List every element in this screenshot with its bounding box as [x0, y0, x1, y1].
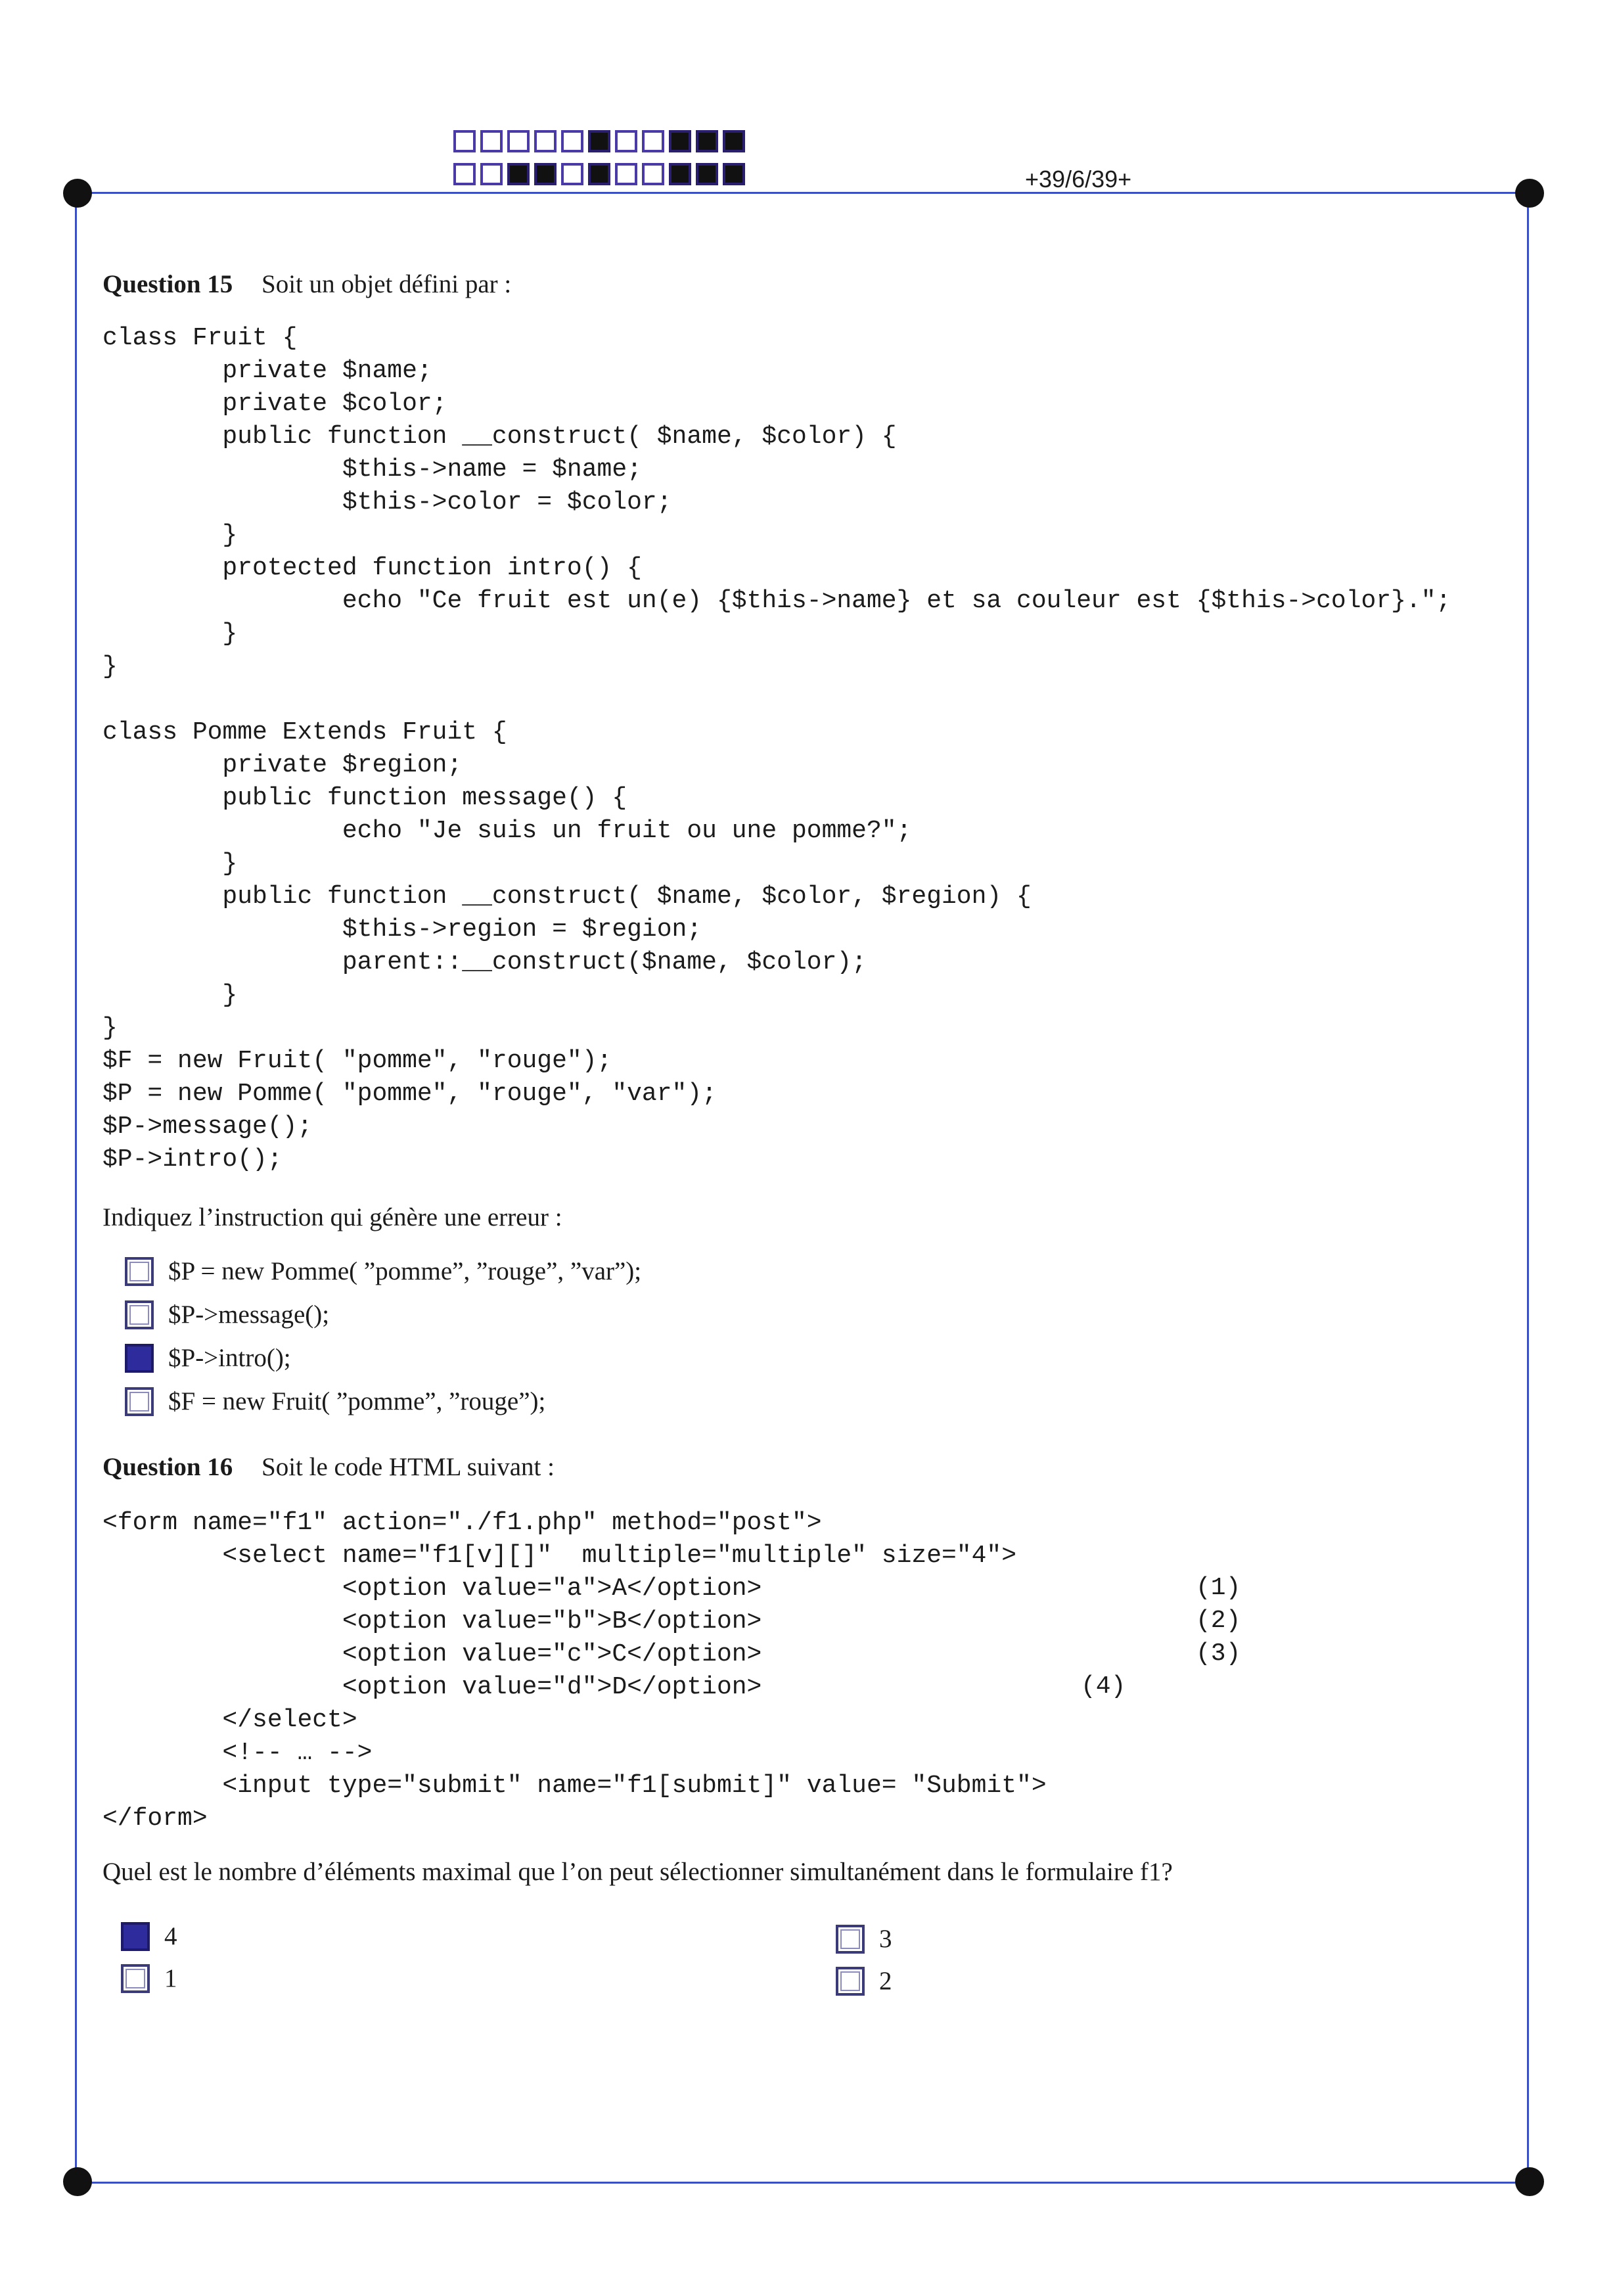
- answer-label: 4: [164, 1922, 177, 1950]
- id-code-row-2: [453, 163, 750, 185]
- id-cell: [561, 163, 583, 185]
- corner-marker-bottom-right: [1515, 2167, 1544, 2196]
- id-cell: [615, 130, 637, 152]
- id-cell: [642, 163, 664, 185]
- id-cell: [480, 130, 503, 152]
- id-cell: [615, 163, 637, 185]
- answer-checkbox[interactable]: [836, 1967, 865, 1996]
- id-cell: [696, 130, 718, 152]
- frame-top-line: [79, 192, 1531, 194]
- answer-checkbox[interactable]: [121, 1964, 150, 1993]
- answer-option[interactable]: [125, 1343, 291, 1373]
- answer-checkbox[interactable]: [836, 1925, 865, 1954]
- id-cell: [561, 130, 583, 152]
- frame-left-line: [75, 192, 77, 2183]
- answer-checkbox[interactable]: [125, 1387, 154, 1416]
- question-16-prompt: Quel est le nombre d’éléments maximal que l’on peut sélectionner simultanément dans le formulaire f1?: [102, 1858, 1173, 1886]
- question-16-code: <form name="f1" action="./f1.php" method="post"> <select name="f1[v][]" multiple="multiple" size="4"> <option value="a">A</option> <option value="b">B</option> <option value="c">C</option> <option value="d">D</option> </select> <!-- … --> <input type="submit" name="f1[submit]" value= "Submit"> </form>: [102, 1509, 1047, 1833]
- id-cell: [669, 163, 691, 185]
- frame-right-line: [1527, 192, 1529, 2183]
- question-number: Question 16: [102, 1453, 233, 1481]
- id-cell: [669, 130, 691, 152]
- id-cell: [696, 163, 718, 185]
- answer-label: 3: [879, 1925, 892, 1953]
- answer-checkbox-checked[interactable]: [125, 1344, 154, 1373]
- id-code-row-1: [453, 130, 750, 152]
- answer-option[interactable]: [121, 1963, 177, 1993]
- answer-label: $F = new Fruit( ”pomme”, ”rouge”);: [168, 1387, 546, 1415]
- id-cell: [588, 130, 610, 152]
- answer-checkbox[interactable]: [125, 1300, 154, 1329]
- line-label: (3): [1196, 1640, 1241, 1668]
- question-15-code: class Fruit { private $name; private $color; public function __construct( $name, $color) { $this->name = $name; $this->color = $color; } protected function intro() { echo "Ce fruit est un(e) {$this->name} et sa couleur est {$this->color}."; } } class Pomme Extends Fruit { private $region; public function message() { echo "Je suis un fruit ou une pomme?"; } public function __construct( $name, $color, $region) { $this->region = $region; parent::__construct($name, $color); } } $F = new Fruit( "pomme", "rouge"); $P = new Pomme( "pomme", "rouge", "var"); $P->message(); $P->intro();: [102, 324, 1451, 1174]
- id-cell: [507, 130, 530, 152]
- question-16-header: [102, 1452, 555, 1482]
- question-15-header: [102, 269, 511, 299]
- id-cell: [534, 130, 557, 152]
- answer-option[interactable]: [836, 1924, 892, 1954]
- answer-label: $P->intro();: [168, 1344, 291, 1372]
- answer-option[interactable]: [836, 1966, 892, 1996]
- page-number: +39/6/39+: [1025, 166, 1132, 193]
- id-cell: [534, 163, 557, 185]
- id-cell: [588, 163, 610, 185]
- id-cell: [642, 130, 664, 152]
- answer-label: $P = new Pomme( ”pomme”, ”rouge”, ”var”);: [168, 1257, 642, 1285]
- corner-marker-top-left: [63, 179, 92, 208]
- id-cell: [453, 130, 476, 152]
- answer-label: 2: [879, 1967, 892, 1995]
- answer-option[interactable]: [125, 1300, 329, 1329]
- id-cell: [507, 163, 530, 185]
- answer-checkbox[interactable]: [125, 1257, 154, 1286]
- answer-label: $P->message();: [168, 1300, 330, 1329]
- id-cell: [453, 163, 476, 185]
- line-label: (4): [1081, 1672, 1126, 1701]
- id-cell: [723, 163, 745, 185]
- answer-option[interactable]: [121, 1921, 177, 1951]
- answer-checkbox-checked[interactable]: [121, 1922, 150, 1951]
- line-label: (2): [1196, 1607, 1241, 1635]
- answer-option[interactable]: [125, 1256, 641, 1286]
- frame-bottom-line: [79, 2182, 1531, 2184]
- question-15-prompt: Indiquez l’instruction qui génère une erreur :: [102, 1203, 562, 1231]
- corner-marker-bottom-left: [63, 2167, 92, 2196]
- line-label: (1): [1196, 1574, 1241, 1602]
- id-cell: [480, 163, 503, 185]
- answer-label: 1: [164, 1964, 177, 1992]
- id-cell: [723, 130, 745, 152]
- answer-option[interactable]: [125, 1387, 545, 1416]
- question-intro: Soit le code HTML suivant :: [262, 1453, 555, 1481]
- corner-marker-top-right: [1515, 179, 1544, 208]
- question-number: Question 15: [102, 270, 233, 298]
- question-intro: Soit un objet défini par :: [262, 270, 512, 298]
